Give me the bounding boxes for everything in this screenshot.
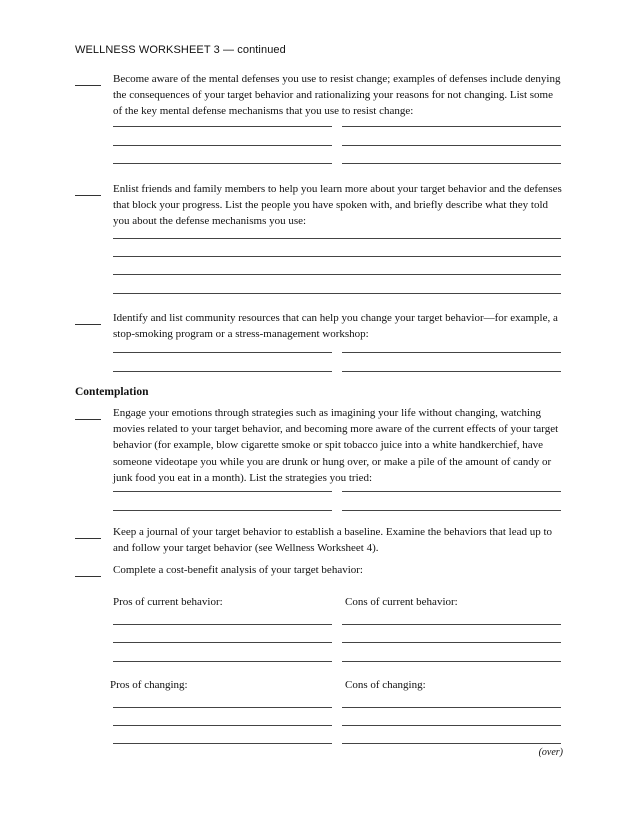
answer-line[interactable]	[113, 743, 332, 744]
answer-line[interactable]	[113, 163, 332, 164]
answer-line[interactable]	[113, 256, 561, 257]
answer-line[interactable]	[113, 491, 332, 492]
answer-line[interactable]	[113, 661, 332, 662]
answer-line[interactable]	[113, 642, 332, 643]
pros-changing-label: Pros of changing:	[110, 679, 188, 691]
answer-line[interactable]	[342, 743, 561, 744]
item-1-text: Become aware of the mental defenses you use to resist change; examples of defenses include denying the consequences of your target behavior and rationalizing your reasons for not changing. List some of the key mental defense mechanisms that you use to resist change:	[113, 73, 561, 118]
cons-changing-label: Cons of changing:	[345, 679, 426, 691]
checkbox-line-6[interactable]	[75, 576, 101, 577]
answer-line[interactable]	[342, 352, 561, 353]
answer-line[interactable]	[113, 707, 332, 708]
answer-line[interactable]	[113, 126, 332, 127]
answer-line[interactable]	[342, 725, 561, 726]
checkbox-line-1[interactable]	[75, 85, 101, 86]
checkbox-line-5[interactable]	[75, 538, 101, 539]
answer-line[interactable]	[342, 707, 561, 708]
checkbox-line-4[interactable]	[75, 419, 101, 420]
checkbox-line-3[interactable]	[75, 324, 101, 325]
answer-line[interactable]	[342, 126, 561, 127]
pros-current-label: Pros of current behavior:	[113, 596, 223, 608]
worksheet-header: WELLNESS WORKSHEET 3 — continued	[75, 44, 286, 56]
cons-current-label: Cons of current behavior:	[345, 596, 458, 608]
answer-line[interactable]	[342, 642, 561, 643]
answer-line[interactable]	[342, 510, 561, 511]
item-6-text: Complete a cost-benefit analysis of your target behavior:	[113, 564, 363, 576]
answer-line[interactable]	[342, 491, 561, 492]
answer-line[interactable]	[342, 163, 561, 164]
answer-line[interactable]	[113, 624, 332, 625]
item-2-text: Enlist friends and family members to help you learn more about your target behavior and the defenses that block your progress. List the people you have spoken with, and briefly describe what they told you about the defense mechanisms you use:	[113, 183, 562, 228]
answer-line[interactable]	[113, 371, 332, 372]
checkbox-line-2[interactable]	[75, 195, 101, 196]
answer-line[interactable]	[113, 510, 332, 511]
answer-line[interactable]	[113, 238, 561, 239]
answer-line[interactable]	[113, 274, 561, 275]
item-5-text: Keep a journal of your target behavior to establish a baseline. Examine the behaviors that lead up to and follow your target behavior (see Wellness Worksheet 4).	[113, 526, 553, 555]
answer-line[interactable]	[342, 661, 561, 662]
answer-line[interactable]	[113, 145, 332, 146]
item-3-text: Identify and list community resources that can help you change your target behavior—for example, a stop-smoking program or a stress-management workshop:	[113, 312, 558, 341]
page-footer-over: (over)	[538, 747, 563, 758]
answer-line[interactable]	[342, 145, 561, 146]
section-title-contemplation: Contemplation	[75, 386, 149, 398]
item-4-text: Engage your emotions through strategies such as imagining your life without changing, watching movies related to your target behavior, and becoming more aware of the current effects of your target behavior (for example, blow cigarette smoke or spit tobacco juice into a white handkerchief, have someone videotape you while you are drunk or hung over, or make a pile of the amount of candy or junk food you eat in a month). List the strategies you tried:	[113, 407, 559, 484]
answer-line[interactable]	[113, 352, 332, 353]
answer-line[interactable]	[342, 371, 561, 372]
answer-line[interactable]	[342, 624, 561, 625]
answer-line[interactable]	[113, 293, 561, 294]
answer-line[interactable]	[113, 725, 332, 726]
